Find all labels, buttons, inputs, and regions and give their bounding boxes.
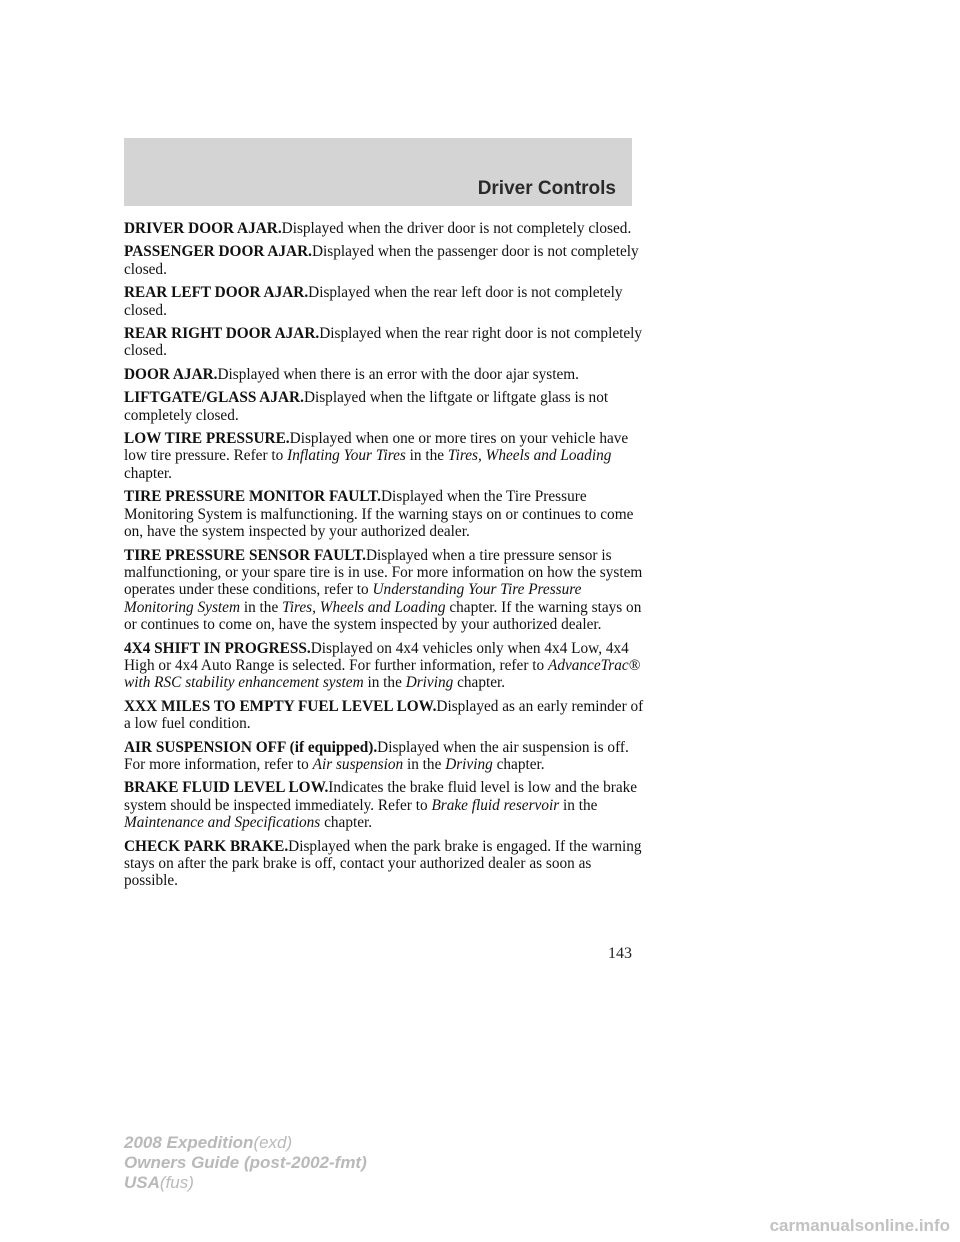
warning-entry bbox=[124, 547, 644, 634]
warning-description: Displayed when the air suspension is off. For more information, refer to bbox=[124, 738, 629, 773]
warning-entry bbox=[124, 739, 644, 774]
footer-model-code: (exd) bbox=[253, 1133, 293, 1152]
chapter-reference: Air suspension bbox=[312, 755, 404, 773]
warning-description: Displayed when the passenger door is not completely closed. bbox=[124, 243, 639, 278]
warning-description: chapter. If the warning stays on or continues to come on, have the system inspected by your authorized dealer. bbox=[124, 598, 642, 634]
warning-entry bbox=[124, 389, 644, 424]
warning-entry bbox=[124, 325, 644, 360]
warning-message-list bbox=[124, 220, 644, 896]
warning-entry bbox=[124, 838, 644, 890]
warning-description: Displayed when the park brake is engaged. If the warning stays on after the park brake is off, contact your authorized dealer as soon as possible. bbox=[124, 837, 642, 890]
footer-line-model bbox=[124, 1133, 367, 1153]
chapter-reference: Understanding Your Tire Pressure Monitoring System bbox=[124, 581, 582, 616]
document-footer bbox=[124, 1133, 367, 1193]
warning-description: chapter. bbox=[124, 464, 172, 482]
footer-region-code: (fus) bbox=[159, 1173, 194, 1192]
warning-description: in the bbox=[403, 755, 446, 773]
warning-description: Indicates the brake fluid level is low and the brake system should be inspected immediately. Refer to bbox=[124, 779, 638, 814]
page-number: 143 bbox=[608, 945, 632, 962]
warning-term: PASSENGER DOOR AJAR. bbox=[124, 243, 312, 261]
chapter-reference: Tires, Wheels and Loading bbox=[447, 447, 612, 465]
footer-model: 2008 Expedition bbox=[124, 1133, 254, 1152]
warning-description: Displayed when there is an error with the door ajar system. bbox=[217, 365, 579, 383]
warning-entry bbox=[124, 430, 644, 482]
warning-entry bbox=[124, 488, 644, 540]
warning-description: chapter. bbox=[320, 814, 373, 832]
warning-description: chapter. bbox=[492, 755, 545, 773]
chapter-reference: Brake fluid reservoir bbox=[431, 796, 560, 814]
footer-line-region bbox=[124, 1173, 367, 1193]
warning-entry bbox=[124, 698, 644, 733]
warning-term: TIRE PRESSURE MONITOR FAULT. bbox=[124, 488, 381, 506]
warning-description: Displayed when the rear left door is not completely closed. bbox=[124, 284, 623, 319]
warning-term: REAR LEFT DOOR AJAR. bbox=[124, 284, 309, 302]
footer-guide: Owners Guide (post-2002-fmt) bbox=[124, 1153, 367, 1172]
chapter-reference: Driving bbox=[405, 674, 454, 692]
chapter-reference: Inflating Your Tires bbox=[287, 447, 406, 465]
warning-description: in the bbox=[240, 598, 283, 616]
warning-term: LOW TIRE PRESSURE. bbox=[124, 430, 290, 448]
warning-entry bbox=[124, 220, 644, 237]
warning-description: Displayed as an early reminder of a low fuel condition. bbox=[124, 697, 644, 733]
warning-entry bbox=[124, 640, 644, 692]
warning-term: LIFTGATE/GLASS AJAR. bbox=[124, 389, 304, 407]
warning-description: in the bbox=[559, 796, 598, 814]
warning-description: in the bbox=[405, 447, 448, 465]
chapter-reference: Tires, Wheels and Loading bbox=[282, 598, 446, 616]
warning-term: 4X4 SHIFT IN PROGRESS. bbox=[124, 639, 311, 657]
chapter-title: Driver Controls bbox=[477, 178, 616, 199]
warning-description: Displayed when one or more tires on your vehicle have low tire pressure. Refer to bbox=[124, 430, 629, 465]
warning-entry bbox=[124, 284, 644, 319]
chapter-reference: Maintenance and Specifications bbox=[124, 814, 321, 832]
warning-description: Displayed when the rear right door is not completely closed. bbox=[124, 325, 643, 360]
watermark[interactable]: carmanualsonline.info bbox=[769, 1216, 950, 1235]
warning-term: BRAKE FLUID LEVEL LOW. bbox=[124, 779, 329, 797]
warning-description: Displayed when the Tire Pressure Monitoring System is malfunctioning. If the warning stays on or continues to come on, have the system inspected by your authorized dealer. bbox=[124, 488, 634, 541]
warning-term: REAR RIGHT DOOR AJAR. bbox=[124, 325, 320, 343]
warning-term: AIR SUSPENSION OFF (if equipped). bbox=[124, 738, 378, 756]
chapter-header-band bbox=[124, 138, 632, 206]
warning-description: Displayed when the liftgate or liftgate glass is not completely closed. bbox=[124, 389, 609, 424]
warning-term: DRIVER DOOR AJAR. bbox=[124, 220, 282, 237]
warning-term: XXX MILES TO EMPTY FUEL LEVEL LOW. bbox=[124, 697, 437, 715]
warning-entry bbox=[124, 243, 644, 278]
warning-term: CHECK PARK BRAKE. bbox=[124, 837, 289, 855]
warning-term: DOOR AJAR. bbox=[124, 365, 218, 383]
warning-description: Displayed when a tire pressure sensor is malfunctioning, or your spare tire is in use. For more information on how the system operates under these conditions, refer to bbox=[124, 546, 643, 599]
warning-description: in the bbox=[363, 674, 406, 692]
warning-entry bbox=[124, 779, 644, 831]
warning-description: chapter. bbox=[453, 674, 506, 692]
warning-entry bbox=[124, 366, 644, 383]
footer-region: USA bbox=[124, 1173, 160, 1192]
warning-term: TIRE PRESSURE SENSOR FAULT. bbox=[124, 546, 366, 564]
chapter-reference: Driving bbox=[445, 755, 493, 773]
chapter-reference: AdvanceTrac® with RSC stability enhancement system bbox=[124, 656, 641, 692]
warning-description: Displayed on 4x4 vehicles only when 4x4 Low, 4x4 High or 4x4 Auto Range is selected. For further information, refer to bbox=[124, 639, 629, 674]
warning-description: Displayed when the driver door is not completely closed. bbox=[281, 220, 632, 237]
